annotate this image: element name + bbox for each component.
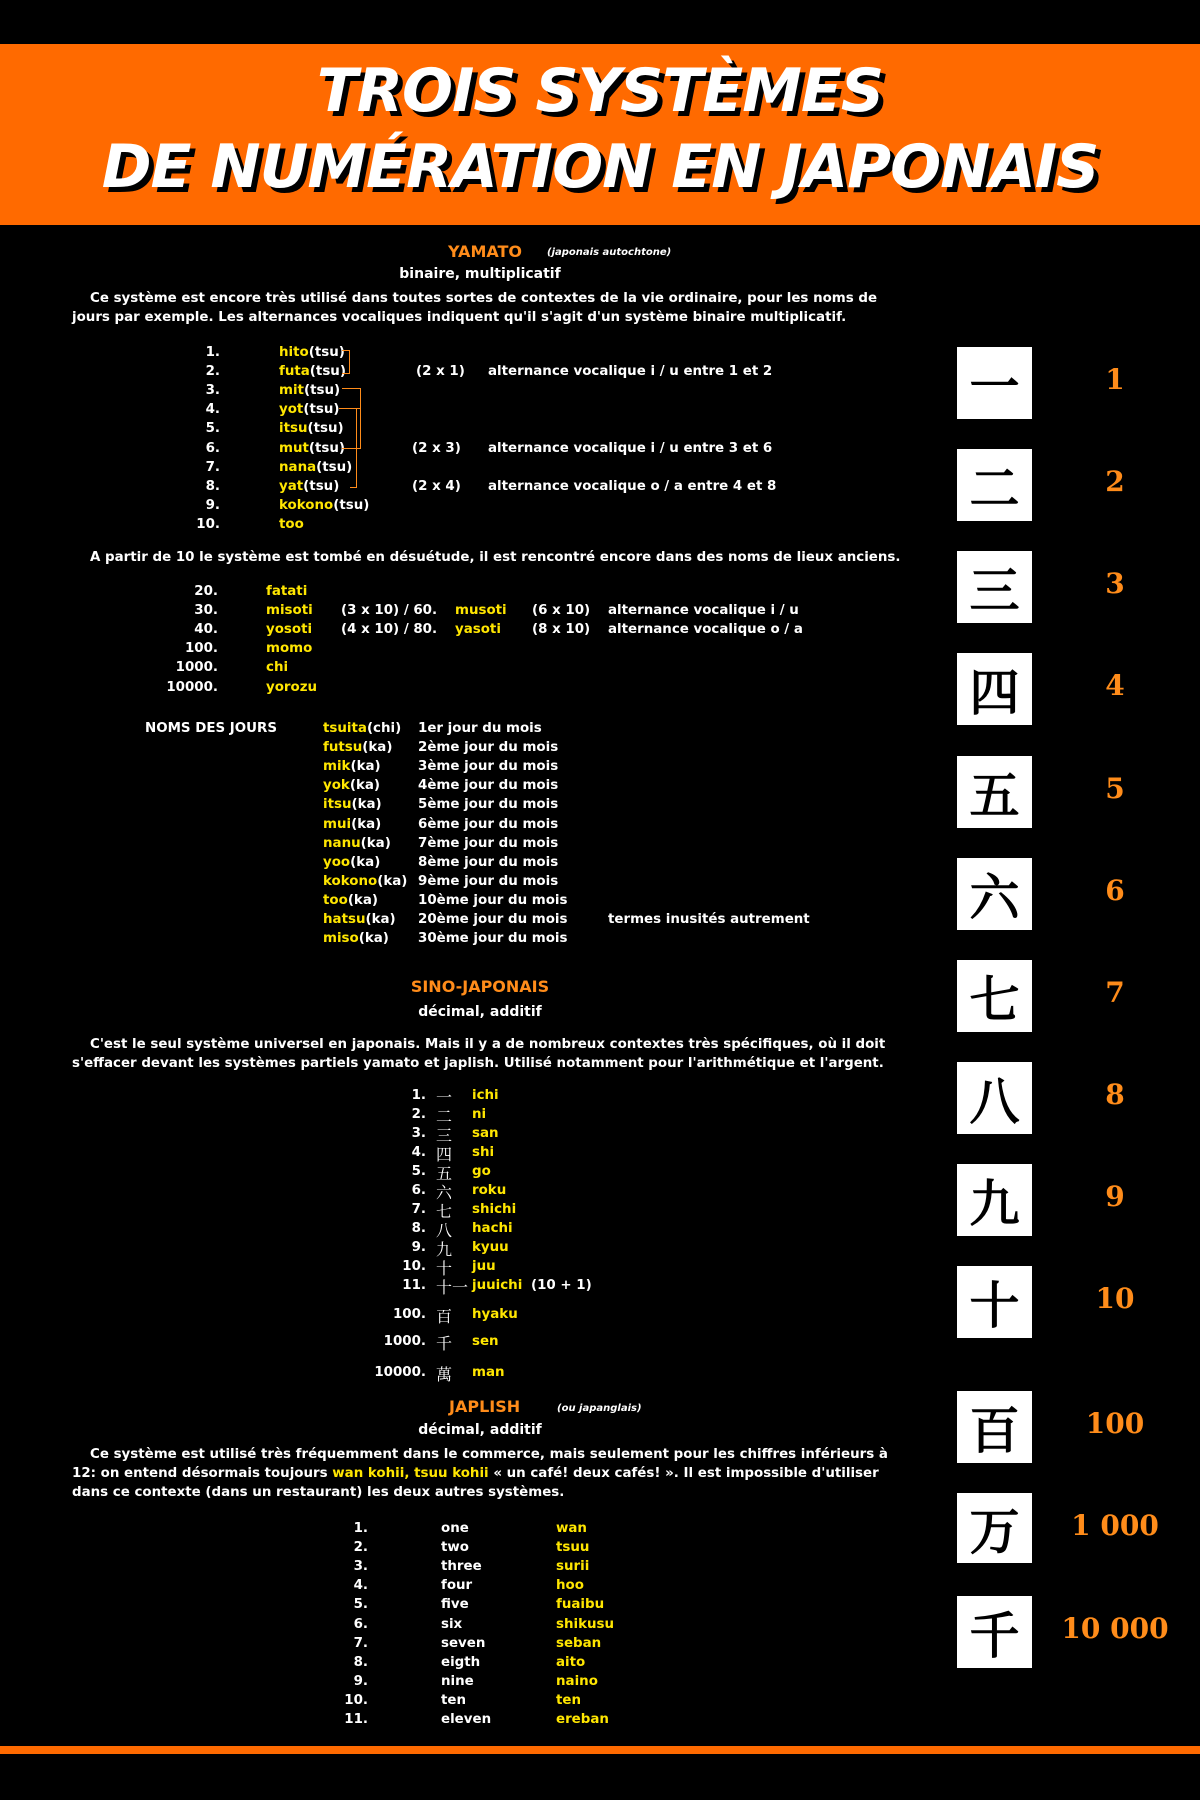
japlish-num: 7. (353, 1635, 368, 1651)
japlish-word: wan (556, 1521, 587, 1536)
day-suffix: (ka) (362, 740, 393, 756)
day-suffix: (ka) (377, 873, 408, 889)
day-word (323, 757, 381, 776)
kanji-tile: 四 (957, 653, 1032, 725)
yamato-suffix: (tsu) (333, 497, 370, 513)
japlish-intro: Ce système est utilisé très fréquemment dans le commerce, mais seulement pour les chiffres inférieurs à 12: on entend désormais toujours wan kohii, tsuu kohii « un café! deux cafés! ». Il est impossible d'utiliser dans ce contexte (dans un restaurant) les deux autres systèmes. (72, 1447, 888, 1500)
day-suffix: (ka) (360, 835, 391, 851)
tens-word: yorozu (266, 679, 318, 695)
sino-kanji: 九 (436, 1240, 453, 1259)
kanji-tile: 八 (957, 1062, 1032, 1134)
kanji-tile: 万 (957, 1493, 1032, 1563)
sino-kanji: 千 (436, 1334, 453, 1353)
japlish-english: five (441, 1597, 469, 1613)
yamato-num: 5. (205, 421, 220, 437)
day-suffix: (ka) (351, 816, 382, 832)
yamato-suffix: (tsu) (303, 478, 340, 494)
yamato-root: nana (279, 459, 317, 475)
sino-num: 5. (411, 1164, 426, 1179)
day-meaning: 30ème jour du mois (418, 931, 568, 947)
yamato-num: 2. (205, 364, 220, 380)
kanji-value: 2 (1105, 465, 1125, 498)
sino-intro: C'est le seul système universel en japonais. Mais il y a de nombreux contextes très spécifiques, où il doit s'effacer devant les systèmes partiels yamato et japlish. Utilisé notamment pour l'arithmétique et l'argent. (72, 1037, 886, 1071)
yamato-note-text: alternance vocalique i / u entre 1 et 2 (488, 364, 773, 380)
sino-heading: SINO-JAPONAIS (410, 977, 550, 996)
sino-kanji: 三 (436, 1126, 453, 1145)
japlish-english: ten (441, 1692, 467, 1708)
tens-num: 40. (194, 622, 218, 638)
yamato-suffix: (tsu) (316, 459, 353, 475)
kanji-value: 1 (1105, 363, 1125, 396)
japlish-word: surii (556, 1559, 590, 1575)
sino-word: san (472, 1126, 499, 1141)
sino-kanji: 八 (436, 1221, 453, 1240)
sino-num: 1. (411, 1088, 426, 1103)
japlish-num: 11. (344, 1712, 368, 1727)
yamato-suffix: (tsu) (303, 383, 341, 399)
yamato-note-text: alternance vocalique i / u entre 3 et 6 (488, 440, 773, 456)
day-meaning: 4ème jour du mois (418, 778, 559, 794)
sino-num: 6. (411, 1183, 426, 1198)
kanji-value: 10 000 (1061, 1612, 1169, 1645)
tens-word: chi (266, 660, 289, 676)
day-suffix: (ka) (350, 854, 381, 870)
yamato-suffix: (tsu) (307, 421, 344, 437)
yamato-beyond-intro: A partir de 10 le système est tombé en désuétude, il est rencontré encore dans des noms de lieux anciens. (90, 550, 901, 565)
day-suffix: (ka) (365, 912, 396, 927)
tens-word: yosoti (266, 622, 313, 638)
yamato-num: 7. (205, 459, 220, 475)
yamato-num: 9. (205, 497, 220, 513)
sino-subtitle: décimal, additif (418, 1004, 542, 1020)
yamato-num: 10. (196, 516, 220, 532)
sino-num: 1000. (383, 1334, 426, 1349)
japlish-word: tsuu (556, 1540, 590, 1556)
day-root: too (323, 892, 348, 908)
sino-kanji: 二 (436, 1107, 453, 1126)
day-meaning: 1er jour du mois (418, 721, 542, 736)
day-meaning: 7ème jour du mois (418, 835, 559, 851)
yamato-num: 4. (205, 402, 220, 418)
sino-word: go (472, 1164, 491, 1179)
yamato-root: mit (279, 383, 304, 399)
sino-word: hachi (472, 1221, 513, 1236)
day-word (323, 834, 391, 853)
japlish-english: eigth (441, 1654, 481, 1670)
yamato-word (279, 458, 352, 477)
day-root: futsu (323, 740, 363, 756)
japlish-word: ten (556, 1692, 582, 1708)
japlish-heading: JAPLISH (449, 1397, 521, 1416)
day-suffix: (ka) (347, 892, 378, 908)
yamato-word (279, 477, 339, 496)
sino-kanji: 六 (436, 1183, 453, 1202)
tens-word: fatati (266, 584, 308, 599)
day-root: hatsu (323, 912, 366, 927)
yamato-intro: Ce système est encore très utilisé dans toutes sortes de contextes de la vie ordinaire, pour les noms de jours par exemple. Les alternances vocaliques indiquent qu'il s'agit d'un système binaire multiplicatif. (72, 291, 878, 325)
japlish-english: nine (441, 1673, 474, 1689)
kanji-value: 3 (1105, 567, 1125, 600)
sino-extra: (10 + 1) (531, 1278, 592, 1293)
kanji-tile: 十 (957, 1266, 1032, 1338)
yamato-formula: (2 x 4) (412, 478, 461, 494)
kanji-value: 100 (1085, 1407, 1145, 1440)
yamato-suffix: (tsu) (309, 364, 346, 380)
yamato-suffix: (tsu) (308, 345, 345, 360)
day-root: mui (323, 816, 352, 832)
day-meaning: 6ème jour du mois (418, 816, 559, 832)
tens-word-2: musoti (455, 603, 507, 619)
sino-kanji: 四 (436, 1145, 453, 1164)
yamato-root: mut (279, 440, 309, 456)
japlish-num: 9. (353, 1673, 368, 1689)
yamato-num: 8. (205, 478, 220, 494)
day-word (323, 910, 396, 929)
japlish-english: eleven (441, 1712, 492, 1727)
yamato-root: futa (279, 364, 310, 380)
japlish-english: one (441, 1521, 469, 1536)
tens-formula-2: (6 x 10) (532, 603, 591, 619)
day-meaning: 5ème jour du mois (418, 797, 559, 813)
tens-word-2: yasoti (455, 622, 501, 638)
yamato-word (279, 419, 344, 438)
yamato-root: itsu (279, 421, 308, 437)
yamato-suffix: (tsu) (308, 440, 346, 456)
kanji-tile: 六 (957, 858, 1032, 930)
yamato-root: yot (279, 402, 304, 418)
day-suffix: (ka) (358, 931, 389, 947)
bracket-1-2 (342, 350, 350, 374)
yamato-root: yat (279, 478, 304, 494)
bottom-rule (0, 1746, 1200, 1754)
sino-kanji: 十一 (436, 1278, 469, 1297)
japlish-word: shikusu (556, 1616, 615, 1632)
day-root: kokono (323, 873, 378, 889)
tens-formula-2: (8 x 10) (532, 622, 591, 638)
sino-word: shichi (472, 1202, 517, 1217)
kanji-tile: 七 (957, 960, 1032, 1032)
kanji-tile: 二 (957, 449, 1032, 521)
japlish-word: ereban (556, 1712, 609, 1727)
sino-word: roku (472, 1183, 507, 1198)
kanji-tile: 一 (957, 347, 1032, 419)
sino-num: 100. (392, 1307, 426, 1322)
japlish-word: hoo (556, 1578, 584, 1594)
day-root: miso (323, 931, 359, 947)
yamato-formula: (2 x 3) (412, 440, 461, 456)
kanji-value: 8 (1105, 1078, 1125, 1111)
sino-num: 3. (411, 1126, 426, 1141)
day-suffix: (chi) (366, 721, 402, 736)
yamato-word (279, 515, 304, 534)
japlish-word: seban (556, 1635, 602, 1651)
tens-word: misoti (266, 603, 313, 619)
kanji-value: 5 (1105, 772, 1125, 805)
yamato-word (279, 400, 340, 419)
day-word (323, 719, 401, 738)
japlish-word: aito (556, 1654, 586, 1670)
japlish-note: (ou japanglais) (557, 1403, 642, 1414)
japlish-english: six (441, 1616, 463, 1632)
day-meaning: 2ème jour du mois (418, 740, 559, 756)
sino-word: juu (472, 1259, 496, 1274)
tens-num: 20. (194, 584, 218, 599)
yamato-heading: YAMATO (448, 242, 523, 261)
yamato-word (279, 362, 346, 381)
tens-formula-1: (4 x 10) / 80. (341, 622, 438, 638)
day-word (323, 872, 407, 891)
japlish-num: 8. (353, 1654, 368, 1670)
day-root: nanu (323, 835, 361, 851)
sino-num: 9. (411, 1240, 426, 1255)
japlish-num: 3. (353, 1559, 368, 1575)
sino-kanji: 一 (436, 1088, 453, 1107)
tens-num: 100. (184, 641, 218, 657)
sino-num: 10. (402, 1259, 426, 1274)
japlish-english: four (441, 1578, 473, 1594)
yamato-suffix: (tsu) (303, 402, 340, 418)
japlish-word: fuaibu (556, 1597, 605, 1613)
tens-formula-1: (3 x 10) / 60. (341, 603, 438, 619)
sino-kanji: 五 (436, 1164, 453, 1183)
yamato-num: 3. (205, 383, 220, 399)
kanji-value: 10 (1095, 1282, 1135, 1315)
sino-word: ichi (472, 1088, 499, 1103)
day-root: yoo (323, 854, 351, 870)
tens-num: 30. (194, 603, 218, 619)
sino-word: ni (472, 1107, 487, 1122)
sino-word: man (472, 1365, 505, 1380)
sino-kanji: 萬 (436, 1365, 453, 1384)
day-root: yok (323, 778, 350, 794)
sino-kanji: 十 (436, 1259, 453, 1278)
day-root: mik (323, 759, 351, 775)
japlish-num: 5. (353, 1597, 368, 1613)
yamato-root: kokono (279, 497, 334, 513)
japlish-subtitle: décimal, additif (418, 1422, 542, 1438)
kanji-value: 9 (1105, 1180, 1125, 1213)
day-word (323, 776, 380, 795)
bracket-4-8 (350, 408, 357, 488)
day-meaning: 3ème jour du mois (418, 759, 559, 775)
japlish-word: naino (556, 1673, 598, 1689)
day-word (323, 853, 380, 872)
yamato-word (279, 439, 345, 458)
day-word (323, 929, 389, 948)
sino-num: 10000. (374, 1365, 426, 1380)
kanji-value: 4 (1105, 669, 1125, 702)
day-suffix: (ka) (351, 797, 382, 813)
day-root: itsu (323, 797, 352, 813)
days-note: termes inusités autrement (608, 912, 810, 927)
yamato-formula: (2 x 1) (416, 364, 465, 380)
japlish-num: 10. (344, 1692, 368, 1708)
sino-kanji: 七 (436, 1202, 453, 1221)
sino-word: shi (472, 1145, 495, 1160)
sino-num: 7. (411, 1202, 426, 1217)
tens-note: alternance vocalique o / a (608, 622, 803, 638)
day-meaning: 8ème jour du mois (418, 854, 559, 870)
day-meaning: 10ème jour du mois (418, 892, 568, 908)
sino-word: hyaku (472, 1307, 518, 1322)
kanji-tile: 千 (957, 1596, 1032, 1668)
kanji-value: 6 (1105, 874, 1125, 907)
japlish-num: 6. (353, 1616, 368, 1632)
page-title-line-2: DE NUMÉRATION EN JAPONAIS (101, 132, 1099, 202)
sino-word: sen (472, 1334, 499, 1349)
day-suffix: (ka) (349, 778, 381, 794)
day-root: tsuita (323, 721, 367, 736)
yamato-word (279, 381, 340, 400)
sino-word: juuichi (472, 1278, 523, 1293)
yamato-num: 6. (205, 440, 220, 456)
sino-num: 8. (411, 1221, 426, 1236)
sino-num: 11. (402, 1278, 426, 1293)
yamato-root: hito (279, 345, 309, 360)
yamato-note-text: alternance vocalique o / a entre 4 et 8 (488, 478, 777, 494)
kanji-value: 1 000 (1071, 1509, 1159, 1542)
day-word (323, 891, 378, 910)
days-label: NOMS DES JOURS (145, 721, 277, 736)
sino-num: 2. (411, 1107, 426, 1122)
sino-kanji: 百 (436, 1307, 453, 1326)
day-meaning: 9ème jour du mois (418, 873, 559, 889)
kanji-tile: 五 (957, 756, 1032, 828)
japlish-english: seven (441, 1635, 486, 1651)
day-word (323, 738, 392, 757)
tens-num: 10000. (166, 679, 218, 695)
day-word (323, 795, 382, 814)
tens-num: 1000. (175, 660, 218, 676)
page-title-line-1: TROIS SYSTÈMES (316, 56, 884, 126)
tens-note: alternance vocalique i / u (608, 603, 799, 619)
kanji-tile: 百 (957, 1391, 1032, 1463)
tens-word: momo (266, 641, 313, 657)
yamato-num: 1. (205, 345, 220, 360)
japlish-english: two (441, 1540, 469, 1556)
yamato-word (279, 343, 345, 362)
japlish-english: three (441, 1559, 482, 1575)
day-meaning: 20ème jour du mois (418, 912, 568, 927)
sino-num: 4. (411, 1145, 426, 1160)
day-suffix: (ka) (350, 759, 381, 775)
yamato-subtitle: binaire, multiplicatif (399, 266, 561, 282)
japlish-num: 1. (353, 1521, 368, 1536)
kanji-value: 7 (1105, 976, 1125, 1009)
yamato-word (279, 496, 369, 515)
japlish-num: 2. (353, 1540, 368, 1556)
kanji-tile: 九 (957, 1164, 1032, 1236)
japlish-num: 4. (353, 1578, 368, 1594)
kanji-tile: 三 (957, 551, 1032, 623)
day-word (323, 815, 381, 834)
yamato-root: too (279, 516, 304, 532)
sino-word: kyuu (472, 1240, 509, 1255)
yamato-note: (japonais autochtone) (547, 247, 672, 258)
